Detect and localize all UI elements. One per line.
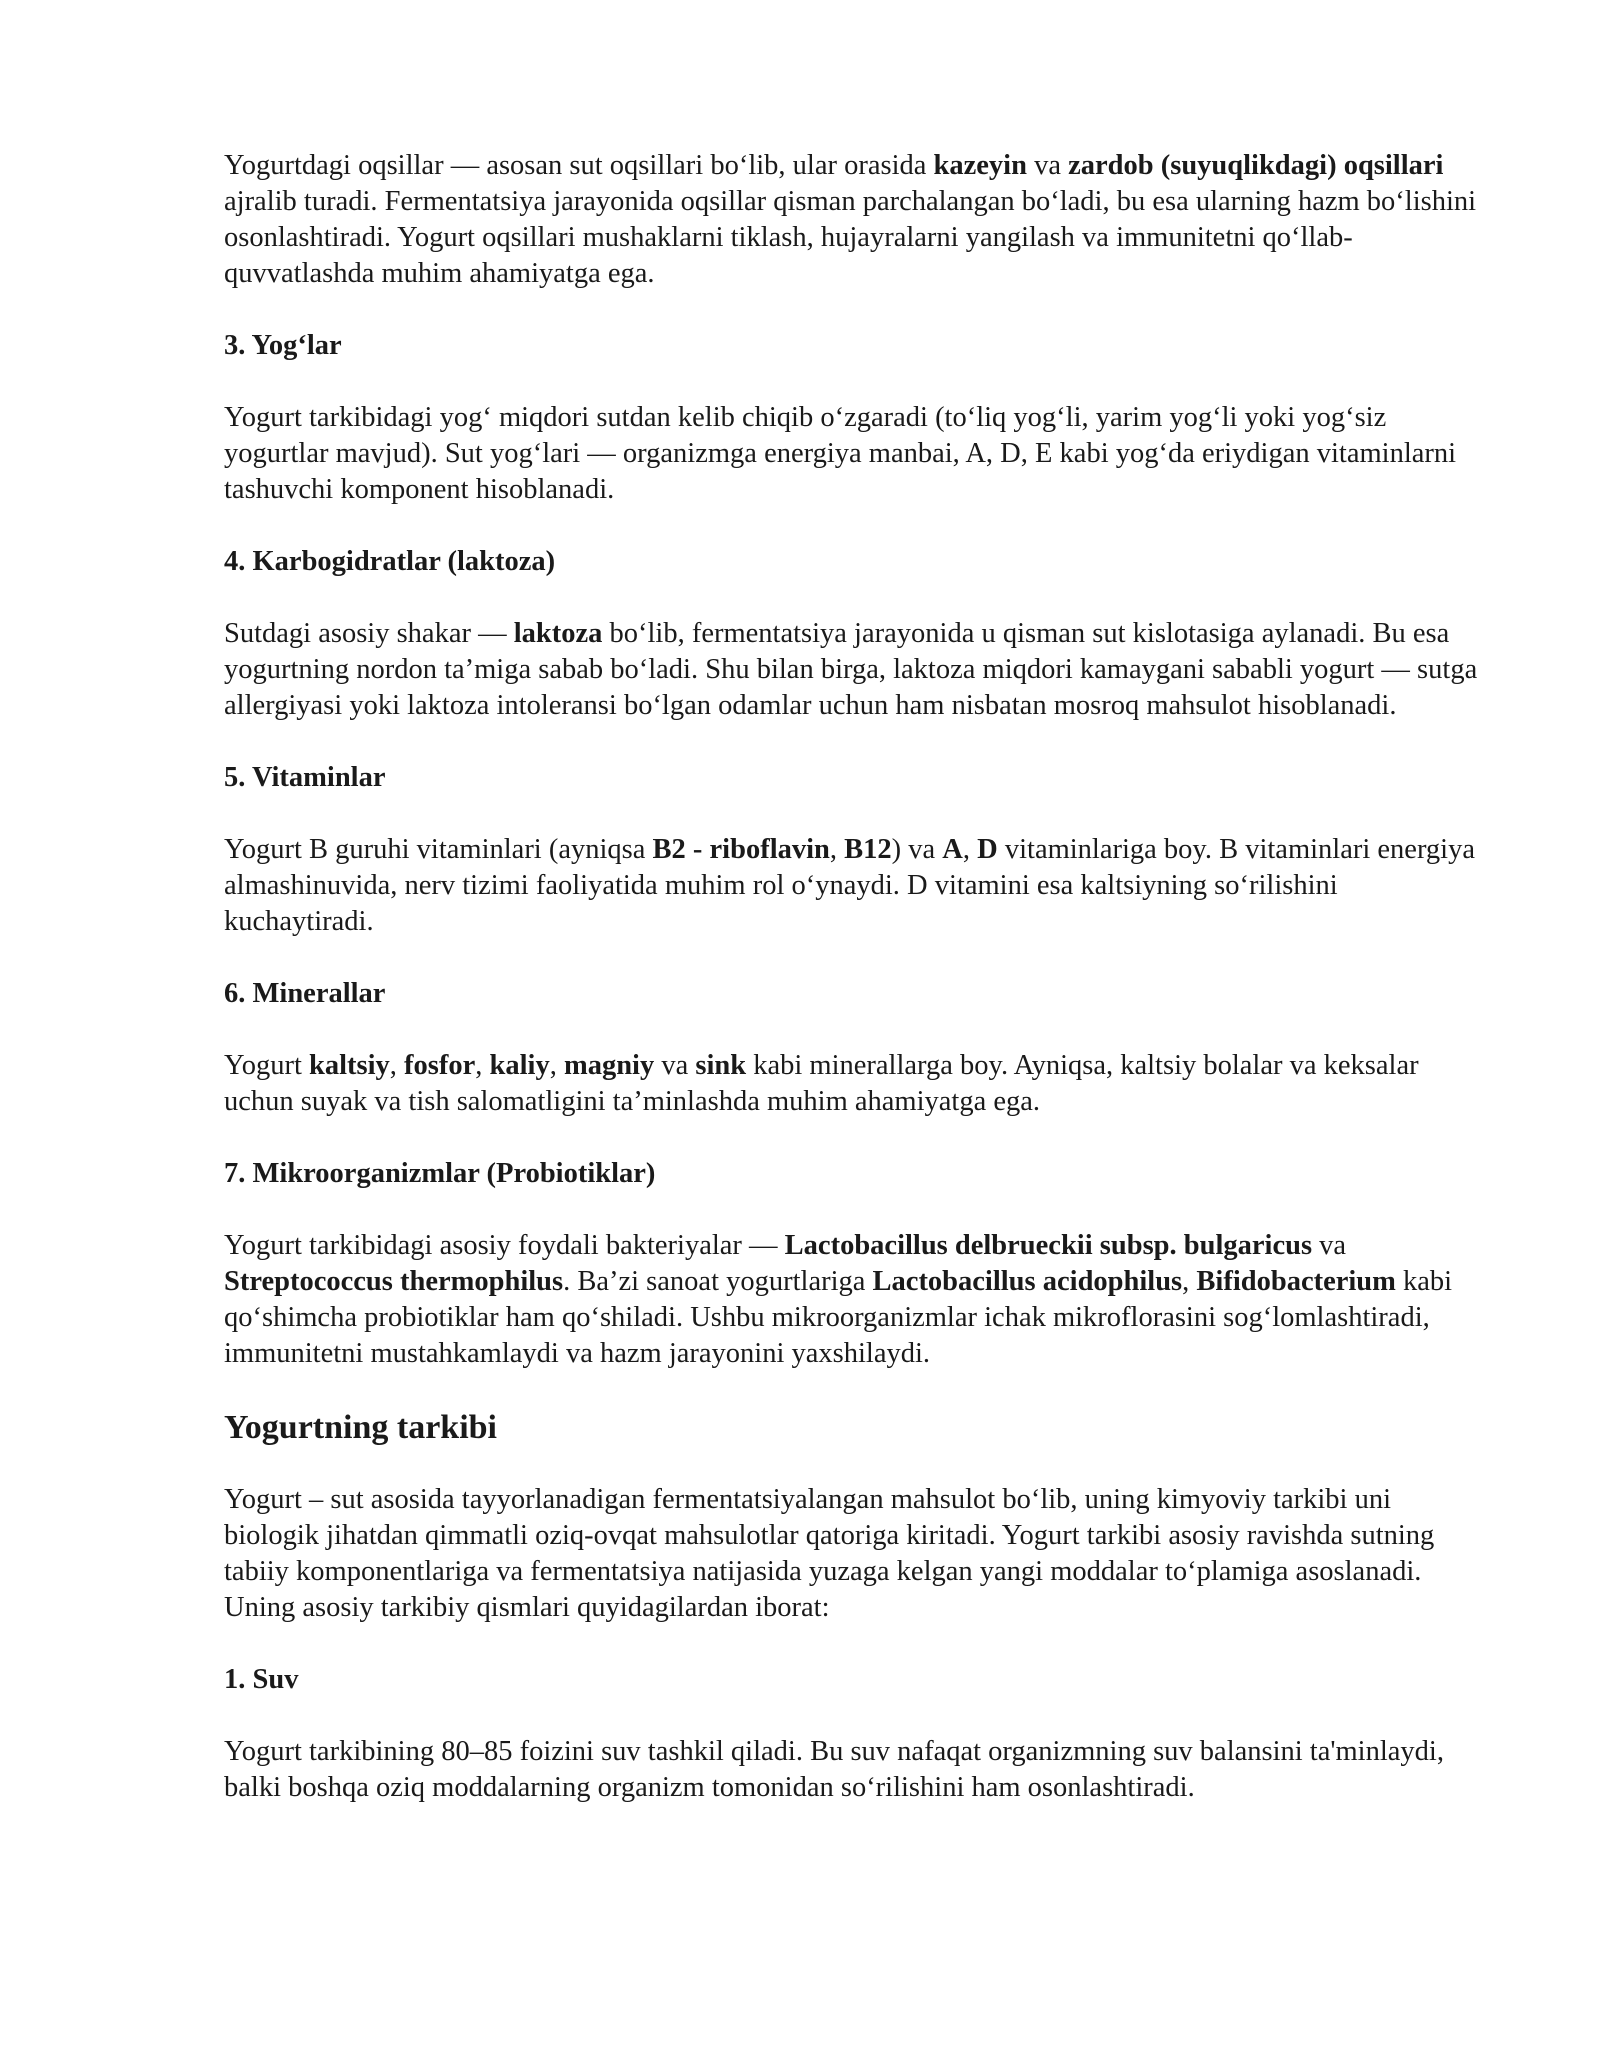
text-run: ) va <box>891 834 943 865</box>
text-run: Yogurt B guruhi vitaminlari (ayniqsa <box>224 834 653 865</box>
heading-fats: 3. Yog‘lar <box>224 330 342 361</box>
text-run: va <box>1312 1230 1347 1261</box>
paragraph-microorganisms <box>224 1228 1484 1372</box>
bold-term-lactobacillus-bulgaricus: Lactobacillus delbrueckii subsp. bulgaricus <box>784 1230 1313 1261</box>
text-run: vitaminlariga boy. B vitaminlari energiya almashinuvida, nerv tizimi faoliyatida muhim rol o‘ynaydi. D vitamini esa kaltsiyning so‘rilishini kuchaytiradi. <box>224 834 1475 937</box>
text-run: kabi minerallarga boy. Ayniqsa, kaltsiy bolalar va keksalar uchun suyak va tish salomatligini ta’minlashda muhim ahamiyatga ega. <box>224 1050 1419 1117</box>
heading-water: 1. Suv <box>224 1664 299 1695</box>
bold-term-kaliy: kaliy <box>489 1050 550 1081</box>
bold-term-kazeyin: kazeyin <box>933 150 1027 181</box>
text-run: va <box>654 1050 696 1081</box>
text-run: kabi qo‘shimcha probiotiklar ham qo‘shiladi. Ushbu mikroorganizmlar ichak mikroflorasini sog‘lomlashtiradi, immunitetni mustahkamlaydi va hazm jarayonini yaxshilaydi. <box>224 1266 1453 1369</box>
heading-minerals: 6. Minerallar <box>224 978 386 1009</box>
text-run: va <box>1026 150 1069 181</box>
paragraph-proteins <box>224 148 1484 292</box>
bold-term-b2: B2 - riboflavin <box>652 834 830 865</box>
paragraph-minerals <box>224 1048 1484 1120</box>
text-run: . Ba’zi sanoat yogurtlariga <box>563 1266 873 1297</box>
document-page <box>224 148 1484 1842</box>
bold-term-magniy: magniy <box>563 1050 655 1081</box>
text-run: bo‘lib, fermentatsiya jarayonida u qisman sut kislotasiga aylanadi. Bu esa yogurtning nordon ta’miga sabab bo‘ladi. Shu bilan birga, laktoza miqdori kamaygani sababli yogurt — sutga allergiyasi yoki laktoza intoleransi bo‘lgan odamlar uchun ham nisbatan mosroq mahsulot hisoblanadi. <box>224 618 1478 721</box>
bold-term-b12: B12 <box>844 834 892 865</box>
heading-carbohydrates: 4. Karbogidratlar (laktoza) <box>224 546 556 577</box>
text-run: , <box>475 1050 490 1081</box>
bold-term-bifidobacterium: Bifidobacterium <box>1196 1266 1396 1297</box>
bold-term-kaltsiy: kaltsiy <box>309 1050 390 1081</box>
bold-term-d: D <box>977 834 998 865</box>
bold-term-fosfor: fosfor <box>404 1050 476 1081</box>
text-run: , <box>1182 1266 1197 1297</box>
paragraph-composition: Yogurt – sut asosida tayyorlanadigan fermentatsiyalangan mahsulot bo‘lib, uning kimyoviy tarkibi uni biologik jihatdan qimmatli oziq-ovqat mahsulotlar qatoriga kiritadi. Yogurt tarkibi asosiy ravishda sutning tabiiy komponentlariga va fermentatsiya natijasida yuzaga kelgan yangi moddalar to‘plamiga asoslanadi. Uning asosiy tarkibiy qismlari quyidagilardan iborat: <box>224 1484 1435 1623</box>
text-run: , <box>389 1050 405 1081</box>
paragraph-fats: Yogurt tarkibidagi yog‘ miqdori sutdan kelib chiqib o‘zgaradi (to‘liq yog‘li, yarim yog‘li yoki yog‘siz yogurtlar mavjud). Sut yog‘lari — organizmga energiya manbai, A, D, E kabi yog‘da eriydigan vitaminlarni tashuvchi komponent hisoblanadi. <box>224 402 1457 505</box>
text-run: , <box>549 1050 564 1081</box>
paragraph-carbohydrates <box>224 616 1484 724</box>
text-run: Yogurt <box>224 1050 310 1081</box>
text-run: , <box>962 834 978 865</box>
text-run: Sutdagi asosiy shakar — <box>224 618 514 649</box>
text-run: , <box>829 834 845 865</box>
text-run: Yogurt tarkibidagi asosiy foydali bakteriyalar — <box>224 1230 785 1261</box>
text-run: Yogurtdagi oqsillar — asosan sut oqsillari bo‘lib, ular orasida <box>224 150 934 181</box>
bold-term-zardob: zardob (suyuqlikdagi) oqsillari <box>1068 150 1444 181</box>
section-heading-composition: Yogurtning tarkibi <box>224 1409 497 1446</box>
heading-vitamins: 5. Vitaminlar <box>224 762 386 793</box>
bold-term-laktoza: laktoza <box>513 618 603 649</box>
bold-term-streptococcus: Streptococcus thermophilus <box>224 1266 564 1297</box>
heading-microorganisms: 7. Mikroorganizmlar (Probiotiklar) <box>224 1158 656 1189</box>
bold-term-lactobacillus-acidophilus: Lactobacillus acidophilus <box>872 1266 1183 1297</box>
text-run: ajralib turadi. Fermentatsiya jarayonida oqsillar qisman parchalangan bo‘ladi, bu esa ularning hazm bo‘lishini osonlashtiradi. Yogurt oqsillari mushaklarni tiklash, hujayralarni yangilash va immunitetni qo‘llab-quvvatlashda muhim ahamiyatga ega. <box>224 186 1477 289</box>
bold-term-a: A <box>942 834 963 865</box>
paragraph-water: Yogurt tarkibining 80–85 foizini suv tashkil qiladi. Bu suv nafaqat organizmning suv balansini ta'minlaydi, balki boshqa oziq moddalarning organizm tomonidan so‘rilishini ham osonlashtiradi. <box>224 1736 1444 1803</box>
bold-term-sink: sink <box>695 1050 747 1081</box>
paragraph-vitamins <box>224 832 1484 940</box>
